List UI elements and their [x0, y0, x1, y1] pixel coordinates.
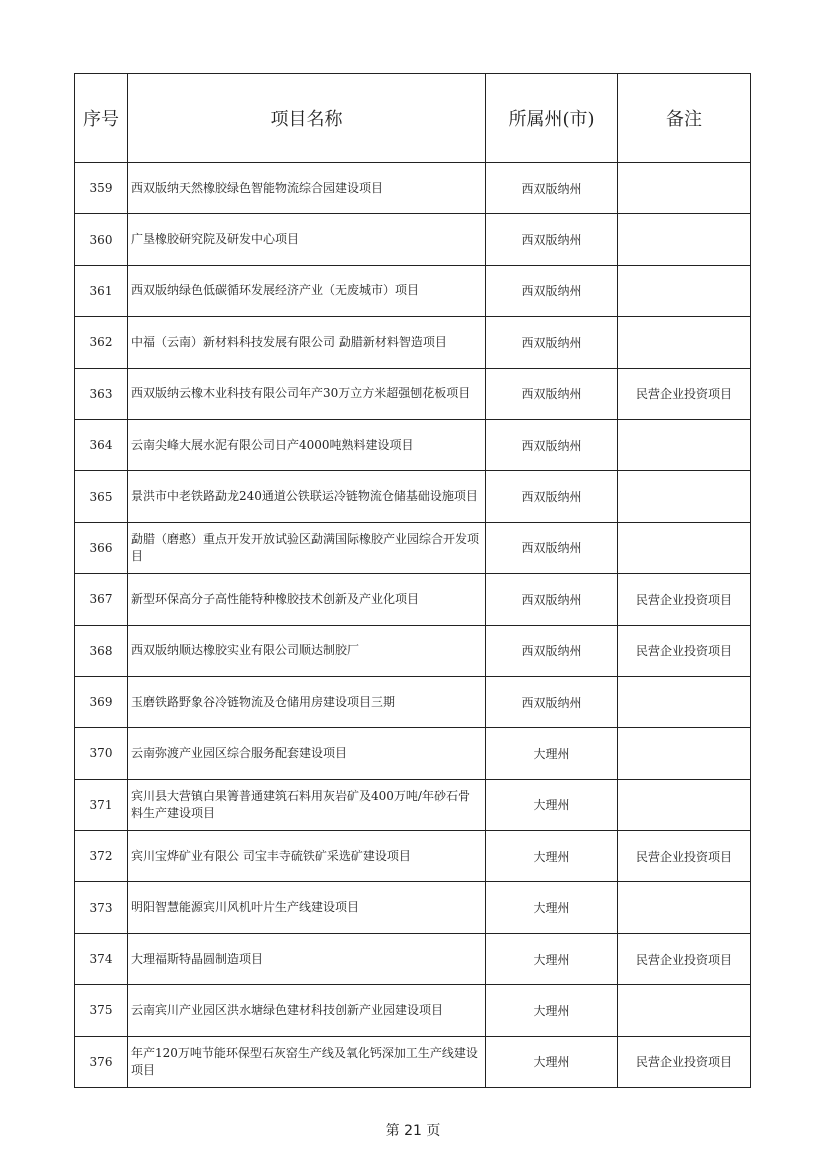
- row-seq: 367: [75, 574, 128, 625]
- row-project-name: 西双版纳绿色低碳循环发展经济产业（无废城市）项目: [128, 265, 486, 316]
- row-prefecture: 西双版纳州: [486, 522, 618, 573]
- row-project-name: 大理福斯特晶圆制造项目: [128, 933, 486, 984]
- row-prefecture: 大理州: [486, 985, 618, 1036]
- row-prefecture: 大理州: [486, 1036, 618, 1087]
- row-note: 民营企业投资项目: [618, 1036, 751, 1087]
- row-prefecture: 大理州: [486, 882, 618, 933]
- row-note: [618, 985, 751, 1036]
- table-row: [75, 882, 751, 933]
- row-seq: 366: [75, 522, 128, 573]
- table-row: [75, 214, 751, 265]
- row-prefecture: 西双版纳州: [486, 265, 618, 316]
- row-seq: 364: [75, 419, 128, 470]
- row-note: [618, 214, 751, 265]
- table-row: [75, 522, 751, 573]
- row-project-name: 中福（云南）新材料科技发展有限公司 勐腊新材料智造项目: [128, 317, 486, 368]
- header-prefecture: 所属州(市): [486, 74, 618, 163]
- table-row: [75, 831, 751, 882]
- row-prefecture: 西双版纳州: [486, 317, 618, 368]
- row-project-name: 西双版纳云橡木业科技有限公司年产30万立方米超强刨花板项目: [128, 368, 486, 419]
- row-prefecture: 西双版纳州: [486, 574, 618, 625]
- row-seq: 362: [75, 317, 128, 368]
- header-project-name: 项目名称: [128, 74, 486, 163]
- table-row: [75, 779, 751, 830]
- row-prefecture: 大理州: [486, 933, 618, 984]
- row-note: 民营企业投资项目: [618, 831, 751, 882]
- table-row: [75, 676, 751, 727]
- table-row: [75, 419, 751, 470]
- row-project-name: 明阳智慧能源宾川风机叶片生产线建设项目: [128, 882, 486, 933]
- row-project-name: 云南弥渡产业园区综合服务配套建设项目: [128, 728, 486, 779]
- table-row: [75, 728, 751, 779]
- row-project-name: 勐腊（磨憨）重点开发开放试验区勐满国际橡胶产业园综合开发项目: [128, 522, 486, 573]
- table-row: [75, 265, 751, 316]
- row-seq: 361: [75, 265, 128, 316]
- table-row: [75, 933, 751, 984]
- row-note: [618, 676, 751, 727]
- row-note: 民营企业投资项目: [618, 625, 751, 676]
- row-note: [618, 728, 751, 779]
- row-seq: 369: [75, 676, 128, 727]
- row-seq: 370: [75, 728, 128, 779]
- row-seq: 371: [75, 779, 128, 830]
- table-row: [75, 471, 751, 522]
- row-note: [618, 779, 751, 830]
- row-prefecture: 西双版纳州: [486, 625, 618, 676]
- row-prefecture: 西双版纳州: [486, 419, 618, 470]
- table-row: [75, 574, 751, 625]
- row-prefecture: 大理州: [486, 779, 618, 830]
- table-row: [75, 368, 751, 419]
- header-seq: 序号: [75, 74, 128, 163]
- row-note: [618, 882, 751, 933]
- row-prefecture: 西双版纳州: [486, 471, 618, 522]
- row-project-name: 广垦橡胶研究院及研发中心项目: [128, 214, 486, 265]
- row-project-name: 云南宾川产业园区洪水塘绿色建材科技创新产业园建设项目: [128, 985, 486, 1036]
- row-seq: 373: [75, 882, 128, 933]
- row-prefecture: 西双版纳州: [486, 163, 618, 214]
- row-seq: 376: [75, 1036, 128, 1087]
- row-project-name: 景洪市中老铁路勐龙240通道公铁联运冷链物流仓储基础设施项目: [128, 471, 486, 522]
- table-body: [75, 163, 751, 1088]
- row-seq: 368: [75, 625, 128, 676]
- table-row: [75, 985, 751, 1036]
- project-list-table: [74, 73, 751, 1088]
- row-project-name: 宾川宝烨矿业有限公 司宝丰寺硫铁矿采选矿建设项目: [128, 831, 486, 882]
- row-note: [618, 317, 751, 368]
- row-seq: 372: [75, 831, 128, 882]
- row-note: [618, 471, 751, 522]
- row-project-name: 玉磨铁路野象谷冷链物流及仓储用房建设项目三期: [128, 676, 486, 727]
- row-project-name: 云南尖峰大展水泥有限公司日产4000吨熟料建设项目: [128, 419, 486, 470]
- row-project-name: 年产120万吨节能环保型石灰窑生产线及氧化钙深加工生产线建设项目: [128, 1036, 486, 1087]
- row-note: [618, 265, 751, 316]
- header-note: 备注: [618, 74, 751, 163]
- row-project-name: 宾川县大营镇白果箐普通建筑石料用灰岩矿及400万吨/年砂石骨料生产建设项目: [128, 779, 486, 830]
- row-seq: 363: [75, 368, 128, 419]
- row-project-name: 新型环保高分子高性能特种橡胶技术创新及产业化项目: [128, 574, 486, 625]
- row-seq: 359: [75, 163, 128, 214]
- row-prefecture: 西双版纳州: [486, 214, 618, 265]
- table-row: [75, 317, 751, 368]
- row-note: 民营企业投资项目: [618, 933, 751, 984]
- row-prefecture: 西双版纳州: [486, 676, 618, 727]
- row-note: 民营企业投资项目: [618, 368, 751, 419]
- row-seq: 365: [75, 471, 128, 522]
- row-note: [618, 419, 751, 470]
- row-seq: 374: [75, 933, 128, 984]
- row-project-name: 西双版纳天然橡胶绿色智能物流综合园建设项目: [128, 163, 486, 214]
- row-project-name: 西双版纳顺达橡胶实业有限公司顺达制胶厂: [128, 625, 486, 676]
- page-number: 第 21 页: [385, 1123, 441, 1139]
- table-row: [75, 163, 751, 214]
- row-prefecture: 大理州: [486, 728, 618, 779]
- row-seq: 375: [75, 985, 128, 1036]
- row-note: 民营企业投资项目: [618, 574, 751, 625]
- table-row: [75, 625, 751, 676]
- row-prefecture: 大理州: [486, 831, 618, 882]
- row-note: [618, 522, 751, 573]
- table-header-row: [75, 74, 751, 163]
- table-row: [75, 1036, 751, 1087]
- row-seq: 360: [75, 214, 128, 265]
- row-note: [618, 163, 751, 214]
- row-prefecture: 西双版纳州: [486, 368, 618, 419]
